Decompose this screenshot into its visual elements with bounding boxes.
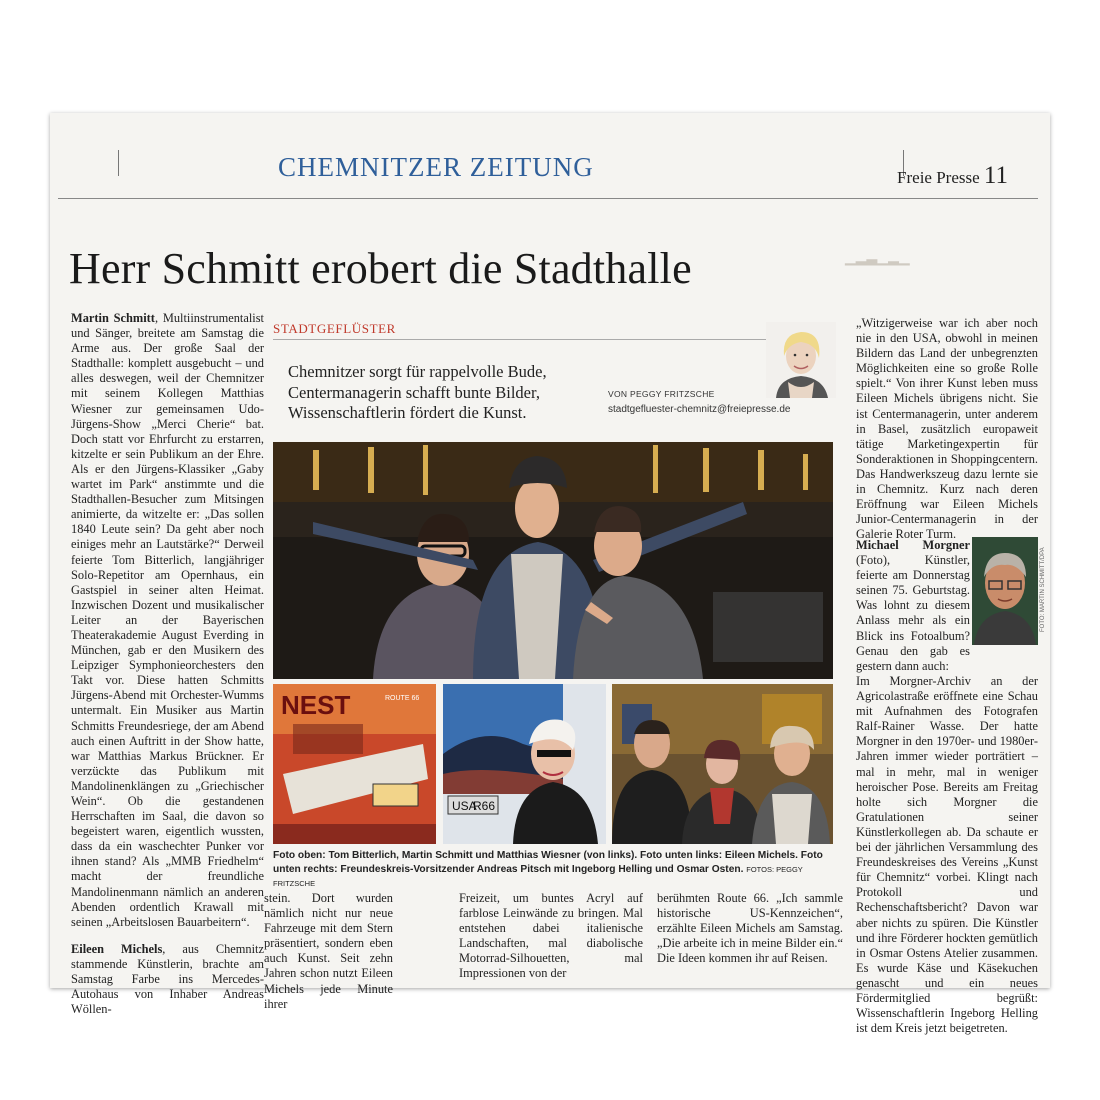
lead-name-michels: Eileen Michels bbox=[71, 941, 163, 956]
plate-usa: USA bbox=[452, 799, 477, 813]
bottom-column-3-text: berühmten Route 66. „Ich sammle historische US-Kennzeichen“, erzählte Eileen Michels am Samstag. „Die arbeite ich in meine Bilder ein.“ Die Ideen kommen ihr auf Reisen. bbox=[657, 891, 843, 966]
bottom-column-3 bbox=[657, 891, 843, 966]
paragraph-michels-start: , aus Chemnitz stammende Künstlerin, brachte am Samstag Farbe ins Mercedes-Autohaus von Inhaber Andreas Wöllen- bbox=[71, 941, 264, 1017]
portrait-credit: FOTO: MARTIN SCHMITT/DPA bbox=[1040, 547, 1046, 632]
caption-text: Foto oben: Tom Bitterlich, Martin Schmitt und Matthias Wiesner (von links). Foto unten links: Eileen Michels. Foto unten rechts: Freundeskreis-Vorsitzender Andreas Pitsch mit Ingeborg Helling und Osmar Osten. bbox=[273, 850, 823, 875]
bleed-through-text: ▁▂▃▁▂▁ bbox=[845, 251, 910, 266]
author-email: stadtgefluester-chemnitz@freiepresse.de bbox=[608, 404, 791, 415]
photo-michael-morgner bbox=[972, 537, 1038, 645]
masthead-title: CHEMNITZER ZEITUNG bbox=[278, 152, 594, 182]
caption-credit: FOTOS: PEGGY FRITZSCHE bbox=[273, 865, 803, 888]
photo-freundeskreis bbox=[612, 684, 833, 844]
left-edge-fragment bbox=[50, 240, 58, 740]
paragraph-morgner-b: Im Morgner-Archiv an der Agricolastraße eröffnete eine Schau mit Aufnahmen des Fotografen Ralf-Rainer Wasse. Der hatte Morgner in den 1970er- und 1980er-Jahren immer wieder porträtiert – mal in mehr, mal in weniger heroischer Pose. Bereits am Freitag holte sich Morgner die Gratulationen seiner Künstlerkollegen ab. Da schaute er bei der jährlichen Versammlung des Freundeskreises des Vereins „Kunst für Chemnitz“ vorbei. Klingt nach Protokoll und Rechenschaftsbericht? Davon war aber nichts zu spüren. Die Künstler und ihre Förderer hockten gemütlich in Osmar Ostens Atelier zusammen. Es wurde Käse und Käsekuchen genascht und ein neues Fördermitglied begrüßt: Wissenschaftlerin Ingeborg Helling ist dem Kreis jetzt beigetreten. bbox=[856, 674, 1038, 1036]
photo-eileen-michels bbox=[443, 684, 606, 844]
photo-painting bbox=[273, 684, 436, 844]
subheadline: Chemnitzer sorgt für rappelvolle Bude, Centermanagerin schafft bunte Bilder, Wissenschaftlerin fördert die Kunst. bbox=[288, 362, 547, 422]
lead-name-morgner: Michael Morgner bbox=[856, 538, 970, 552]
paragraph-right-1: „Witzigerweise war ich aber noch nie in den USA, obwohl in meinen Bildern das Land der unbegrenzten Möglichkeiten eine so große Rolle spielt.“ Von ihrer Kunst leben muss Eileen Michels übrigens nicht. Sie ist Centermanagerin, unter anderem in Basel, zusätzlich europaweit tätige Marketingexpertin für Sonderaktionen in Shoppingcentern. Das Handwerkszeug dazu lernte sie in Chemnitz. Kurz nach deren Eröffnung war Eileen Michels Junior-Centermanagerin in der Galerie Roter Turm. bbox=[856, 316, 1038, 542]
section-kicker: STADTGEFLÜSTER bbox=[273, 321, 396, 336]
paragraph-schmitt: , Multiinstrumentalist und Sänger, breitete am Samstag die Arme aus. Der große Saal der Stadthalle: komplett ausgebucht – und alles deswegen, weil der Chemnitzer mit seinem Kollegen Matthias Wiesner zur gemeinsamen Udo-Jürgens-Show „Merci Cherie“ bat. Doch statt vor Ehrfurcht zu erstarren, kitzelte er sein Publikum an der Ehre. Als er den Jürgens-Klassiker „Gaby wartet im Park“ anstimmte und die Stadthallen-Besucher zum Mitsingen animierte, da witzelte er: „Das sollen 1840 Leute sein? Da geht aber noch einiges mehr an Lautstärke?“ Derweil feierte Tom Bitterlich, langjähriger Solo-Repetitor am Opernhaus, ein Gastspiel in seiner alten Heimat. Inzwischen Dozent und musikalischer Leiter an der Bayerischen Theaterakademie August Everding in München, gab er den Musikern des Leipziger Symphonieorchesters den Takt vor. Diese hatten Schmitts Jürgens-Abend mit Orchester-Wumms untermalt. Ein Musiker aus Martin Schmitts Freundesriege, der am Abend auch einen Auftritt in der Show hatte, war Matthias Markus Brückner. Er verzückte das Publikum mit Mandolinenklängen zu „Griechischer Wein“. Ob die gestandenen Herrschaften im Saal, die davon so begeistert waren, eigentlich wussten, dass da ein waschechter Punker vor ihnen stand? Als „MMB Friedhelm“ macht der freundliche Mandolinenmann nämlich an anderen Abenden ordentlich Krawall mit seinen „Arbeitslosen Bauarbeitern“. bbox=[71, 311, 265, 929]
byline: VON PEGGY FRITZSCHE bbox=[608, 389, 715, 399]
column-left bbox=[71, 311, 264, 1017]
photo-caption bbox=[273, 849, 833, 891]
headline: Herr Schmitt erobert die Stadthalle bbox=[69, 244, 692, 293]
page-label bbox=[897, 162, 1008, 190]
paragraph-morgner-a: (Foto), Künstler, feierte am Donnerstag seinen 75. Geburtstag. Was lohnt zu diesem Anlass mehr als ein Blick ins Fotoalbum? Genau den gab es gestern dann auch: bbox=[856, 553, 970, 673]
bottom-column-2 bbox=[459, 891, 643, 982]
paper-name: Freie Presse bbox=[897, 168, 980, 187]
painting-sign-text: NEST bbox=[281, 690, 351, 720]
bottom-column-1-text: stein. Dort wurden nämlich nicht nur neue Fahrzeuge mit dem Stern präsentiert, sondern eben auch Kunst. Seit zehn Jahren schon nutzt Eileen Michels jede Minute ihrer bbox=[264, 891, 393, 1011]
plate-r66: R66 bbox=[473, 799, 496, 813]
author-portrait bbox=[766, 322, 836, 398]
kicker-rule bbox=[273, 339, 831, 340]
header-tick-left bbox=[118, 150, 119, 176]
lead-name-schmitt: Martin Schmitt bbox=[71, 311, 155, 325]
bottom-column-2-text: Freizeit, um buntes Acryl auf farblose Leinwände zu bringen. Mal entstehen dabei italienische Landschaften, mal diabolische Motorrad-Silhouetten, mal Impressionen von der bbox=[459, 891, 643, 981]
column-right-morgner bbox=[856, 538, 970, 674]
column-right-morgner-2 bbox=[856, 674, 1038, 1036]
photo-musicians bbox=[273, 442, 833, 679]
column-right bbox=[856, 316, 1038, 542]
page-number: 11 bbox=[983, 162, 1008, 189]
header-rule bbox=[58, 198, 1038, 199]
painting-route-label: ROUTE 66 bbox=[385, 695, 420, 702]
bottom-column-1 bbox=[264, 891, 393, 1012]
